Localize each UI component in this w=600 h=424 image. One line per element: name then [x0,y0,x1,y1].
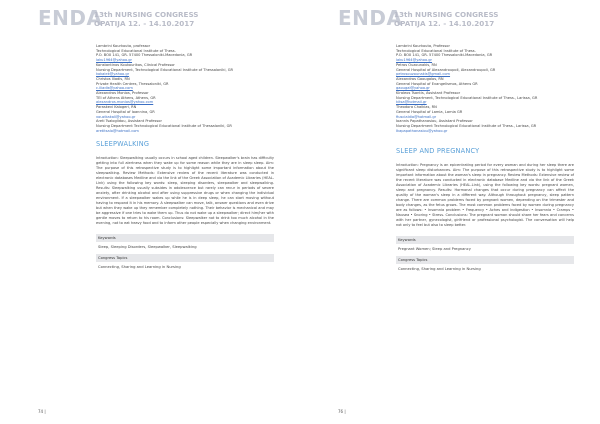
author-email-link[interactable]: laku1964@yahoo.gr [96,58,133,63]
topics-heading: Congress Topics [96,254,274,262]
author-email-link[interactable]: petrosouzounakis@gmail.com [396,72,451,77]
congress-name: 13th NURSING CONGRESS [394,10,499,19]
author-line: Areti Tsaloglidou, Assistant Professor [96,119,162,124]
article-title: SLEEP AND PREGNANCY [396,147,480,156]
author-line: P.O. BOX 141, GR- 57400 Thessaloniki-Macedonia, GR [96,53,193,58]
author-line: P.O. BOX 141, GR- 57400 Thessaloniki-Macedonia, GR [396,53,493,58]
article-title: SLEEPWALKING [96,140,150,149]
author-line: General Hospital of Alexandroupoli, Alexandroupoli, GR [396,67,496,72]
author-line: Technological Educational Institute of Thess. [96,48,176,53]
keywords-heading: Keywords [396,236,574,244]
author-line: Nursing Department Technological Educational Institute of Thessaloniki, GR [96,123,232,128]
page-number: 76 | [338,409,346,414]
author-email-link[interactable]: kitsa@hotmail.gr [396,100,427,105]
keywords-heading: Keywords [96,234,274,242]
author-line: General Hospital of Ioannina, GR [96,109,155,114]
author-line: Alexandros Gaougalos, RN [396,76,444,81]
author-line: Christos Iliadis, RN [96,76,130,81]
author-line: Kiraleos Tsantis, Assistant Professor [396,91,461,96]
article-content [396,44,574,274]
keywords-value: Pregnant Women; Sleep and Pregnancy [398,247,471,252]
abstract-text: Introduction: Sleepwalking usually occurs in school aged children. Sleepwalker's brain has difficulty getting into full alertness when they wake up for some reason while they are in sleep sleep. Aim: The purpose of this retrospective study is to highlight some important information about the sleepwalking. Review Methods: Extensive review of the recent literature was conducted in electronic databases Medline and via the link of the Greek Association of Academic Libraries (HEAL-Link) using the following key words: sleep, sleeping disorders, sleepwalker and sleepwalking. Results: Sleepwalking usually subsides in adolescence but rarely can recur in periods of severe anxiety, after drinking alcohol and after using suppressive drugs or when changing the individual environment. If a sleepwalker wakes up while he is in deep sleep, he can start moving without having to respond it in his memory. A sleepwalker can move, talk, answer questions and even drive but when they wake up they remember completely nothing. Their behavior is mechanical and may be aggressive if one tries to wake them up. Thus do not wake up a sleepwalker; direct him/her with gentle moves to return to his room. Conclusions: Sleepwalker not to drink too much alcohol in the evening, not to eat heavy food and to inform other people especially when changing environment. [96,156,274,226]
author-line: TEI of Athens Athens, Athens, GR [96,95,156,100]
author-line: Nursing Department Technological Educational Institute of Thess., Larissa, GR [396,123,537,128]
author-line: Petros Ouzounakis, RN [396,62,437,67]
topics-value: Connecting, Sharing and Learning in Nursing [398,267,481,272]
page-number: 74 | [38,409,46,414]
author-line: Private Health Centres, Thessaloniki, GR [96,81,169,86]
congress-title [394,10,524,28]
abstract-text: Introduction: Pregnancy is an epicentrating period for every woman and during her sleep there are significant sleep disturbances. Aim: The purpose of this retrospective study is to highlight some important information about the woman's sleep in pregnancy. Review Methods: Extensive review of the recent literature was conducted in electronic database Medline and via the link of the Greek Association of Academic Libraries (HEAL-Link), using the following key words: pregnant women, sleep and pregnancy. Results: Hormonal changes that occur during pregnancy can affect the quality of the woman's sleep in a different way. Although throughout pregnancy, sleep pattern change. There are common problems faced by pregnant women, depending on the trimester and body changes, as the fetus grows. The most common problems faced by women during pregnancy are as follows: • Insomnia problem • Frequency • Aches and indigestion • Insomnia • Cramps • Nausea • Snoring • Stress. Conclusions: The pregnant woman should share her fears and concerns with her partner, gynecologist, girlfriend or professional psychologist. The conversation will help not only to feel but also to sleep better. [396,163,574,228]
author-line: Ioannis Papathanasiou, Assistant Professor [396,119,473,124]
congress-dates: OPATIJA 12. - 14.10.2017 [394,19,495,28]
author-email-link[interactable]: gaougal@yahoo.gr [396,86,430,91]
topics-value: Connecting, Sharing and Learning in Nursing [98,265,181,270]
author-email-link[interactable]: kokaiek@yahoo.gr [96,72,130,77]
author-line: Technological Educational Institute of Thess. [396,48,476,53]
author-line: Nursing Department, Technological Educational Institute of Thessaloniki, GR [96,67,234,72]
right-page [300,0,600,424]
enda-logo: ENDA [338,6,403,30]
author-list [396,44,574,133]
topics-heading: Congress Topics [396,256,574,264]
author-email-link[interactable]: c.iliadis@yahoo.com [96,86,133,91]
congress-dates: OPATIJA 12. - 14.10.2017 [94,19,195,28]
author-line: Lambrini Kourkouta, Professor [396,44,450,48]
congress-title [94,10,224,28]
author-line: Theodora Chalkias, RN [396,105,437,110]
author-line: Lambrini Kourkouta, professor [96,44,151,48]
author-email-link[interactable]: aretitsalo@hotmail.com [96,128,139,133]
author-line: Nursing Department, Technological Educational Institute of Thess., Larissa, GR [396,95,538,100]
author-line: General Hospital of Evangelismos, Athens GR [396,81,478,86]
author-email-link[interactable]: Ikapapathanasiou@yahoo.gr [396,128,448,133]
author-email-link[interactable]: laku1964@yahoo.gr [396,58,433,63]
congress-name: 13th NURSING CONGRESS [94,10,199,19]
author-email-link[interactable]: vouzikakali@yahoo.gr [96,114,136,119]
author-email-link[interactable]: alexandros.monios@yahoo.com [96,100,154,105]
author-list [96,44,274,133]
keywords-value: Sleep, Sleeping Disorders, Sleepwalker, Sleepwalking [98,245,197,250]
article-content [96,44,274,272]
author-line: Alexandros Monios, Professor [96,91,149,96]
author-line: Paraskevi Kalogeri, RN [96,105,137,110]
author-line: General Hospital of Lamia, Lamia GR [396,109,463,114]
author-line: Konstantinos Koukourikos, Clinical Professor [96,62,175,67]
author-email-link[interactable]: fiuscialdia@hotmail.gr [396,114,437,119]
enda-logo: ENDA [38,6,103,30]
